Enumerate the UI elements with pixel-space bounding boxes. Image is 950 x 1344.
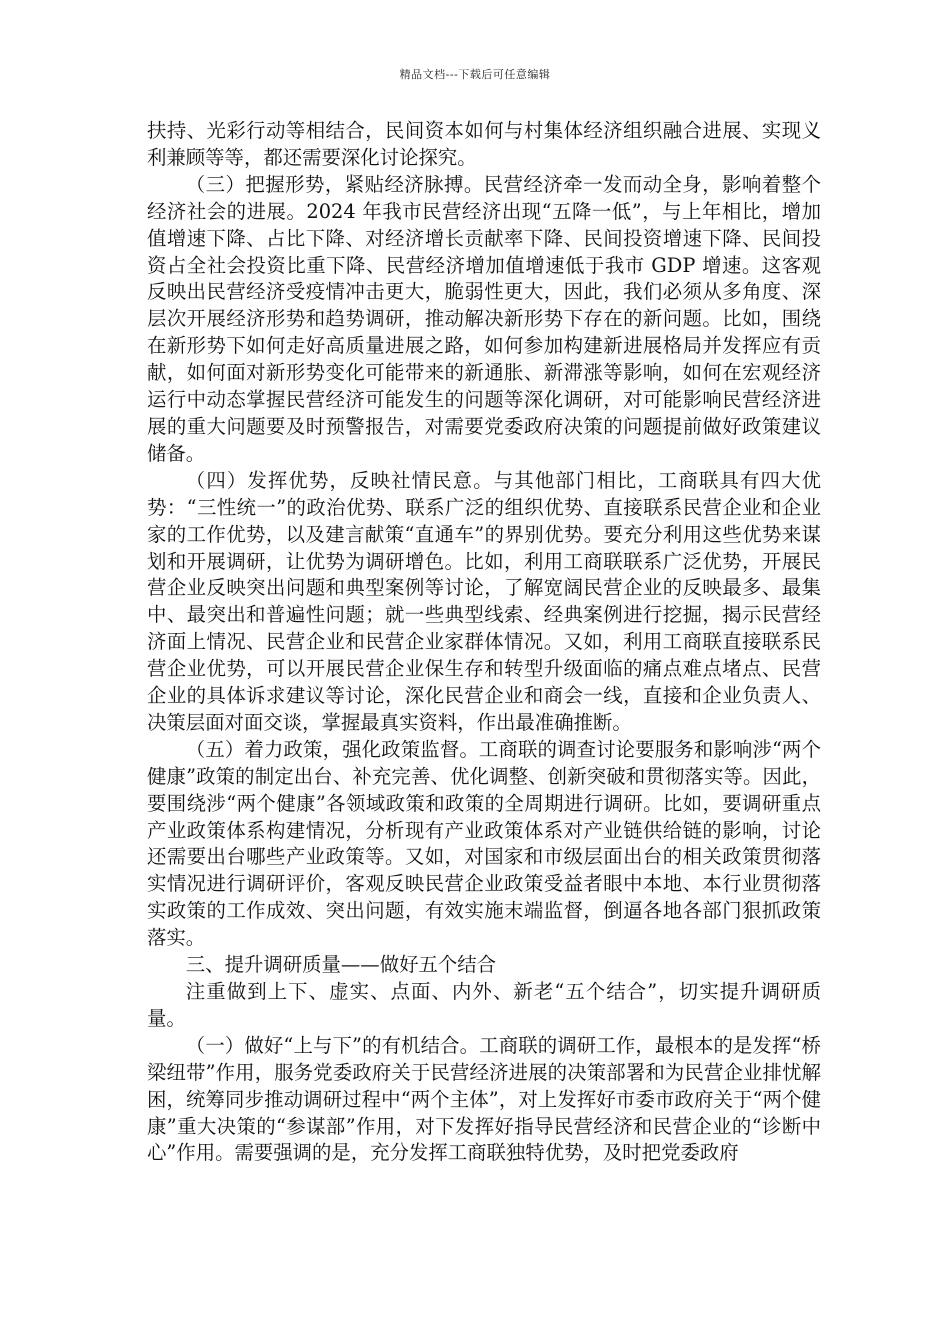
paragraph-section-5: （五）着力政策，强化政策监督。工商联的调查讨论要服务和影响涉“两个健康”政策的制定出台、补充完善、优化调整、创新突破和贯彻落实等。因此，要围绕涉“两个健康”各领域政策和政策的全周期进行调研。比如，要调研重点产业政策体系构建情况，分析现有产业政策体系对产业链供给链的影响，讨论还需要出台哪些产业政策等。又如，对国家和市级层面出台的相关政策贯彻落实情况进行调研评价，客观反映民营企业政策受益者眼中本地、本行业贯彻落实政策的工作成效、突出问题，有效实施末端监督，倒逼各地各部门狠抓政策落实。: [147, 737, 821, 950]
paragraph-intro: 注重做到上下、虚实、点面、内外、新老“五个结合”，切实提升调研质量。: [147, 980, 821, 1030]
paragraph-continuation: 扶持、光彩行动等相结合，民间资本如何与村集体经济组织融合进展、实现义利兼顾等等，都还需要深化讨论探究。: [147, 119, 821, 169]
document-body: [147, 118, 821, 1167]
paragraph-section-3: （三）把握形势，紧贴经济脉搏。民营经济牵一发而动全身，影响着整个经济社会的进展。2024 年我市民营经济出现“五降一低”，与上年相比，增加值增速下降、占比下降、对经济增长贡献率下降、民间投资增速下降、民间投资占全社会投资比重下降、民营经济增加值增速低于我市 GDP 增速。这客观反映出民营经济受疫情冲击更大，脆弱性更大，因此，我们必须从多角度、深层次开展经济形势和趋势调研，推动解决新形势下存在的新问题。比如，围绕在新形势下如何走好高质量进展之路，如何参加构建新进展格局并发挥应有贡献，如何面对新形势变化可能带来的新通胀、新滞涨等影响，如何在宏观经济运行中动态掌握民营经济可能发生的问题等深化调研，对可能影响民营经济进展的重大问题要及时预警报告，对需要党委政府决策的问题提前做好政策建议储备。: [147, 172, 821, 465]
section-heading-3: 三、提升调研质量——做好五个结合: [185, 953, 497, 977]
page-header: 精品文档---下载后可任意编辑: [399, 68, 551, 81]
paragraph-subsection-1: （一）做好“上与下”的有机结合。工商联的调研工作，最根本的是发挥“桥梁纽带”作用，服务党委政府关于民营经济进展的决策部署和为民营企业排忧解困，统筹同步推动调研过程中“两个主体”，对上发挥好市委市政府关于“两个健康”重大决策的“参谋部”作用，对下发挥好指导民营经济和民营企业的“诊断中心”作用。需要强调的是，充分发挥工商联独特优势，及时把党委政府: [147, 1033, 821, 1165]
paragraph-section-4: （四）发挥优势，反映社情民意。与其他部门相比，工商联具有四大优势：“三性统一”的政治优势、联系广泛的组织优势、直接联系民营企业和企业家的工作优势，以及建言献策“直通车”的界别优势。要充分利用这些优势来谋划和开展调研，让优势为调研增色。比如，利用工商联联系广泛优势，开展民营企业反映突出问题和典型案例等讨论，了解宽阔民营企业的反映最多、最集中、最突出和普遍性问题；就一些典型线索、经典案例进行挖掘，揭示民营经济面上情况、民营企业和民营企业家群体情况。又如，利用工商联直接联系民营企业优势，可以开展民营企业保生存和转型升级面临的痛点难点堵点、民营企业的具体诉求建议等讨论，深化民营企业和商会一线，直接和企业负责人、决策层面对面交谈，掌握最真实资料，作出最准确推断。: [147, 468, 821, 734]
